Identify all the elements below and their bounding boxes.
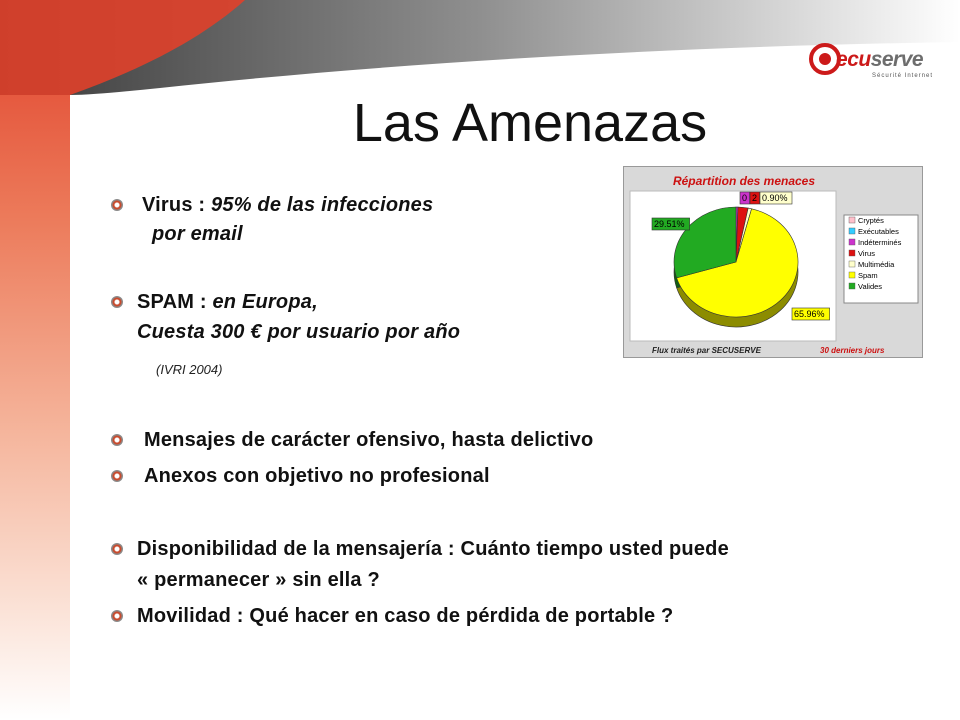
- data-label: 29.51%: [654, 219, 685, 229]
- legend-swatch: [849, 272, 855, 278]
- spam-citation: (IVRI 2004): [156, 362, 223, 377]
- bullet-icon: [111, 543, 123, 555]
- legend-entry-virus: Virus: [858, 249, 875, 258]
- legend-entry-cryptés: Cryptés: [858, 216, 884, 225]
- legend-swatch: [849, 228, 855, 234]
- legend-entry-spam: Spam: [858, 271, 878, 280]
- data-label: 2: [752, 193, 758, 203]
- bullet-availability: Disponibilidad de la mensajería : Cuánto tiempo usted puede: [137, 538, 729, 560]
- chart-footer-period: 30 derniers jours: [820, 346, 885, 355]
- data-label: 65.96%: [794, 309, 825, 319]
- bullet-virus: Virus : 95% de las infecciones: [142, 194, 434, 216]
- bullet-virus-line2: por email: [152, 223, 243, 245]
- legend-swatch: [849, 261, 855, 267]
- bullet-mobility: Movilidad : Qué hacer en caso de pérdida de portable ?: [137, 605, 674, 627]
- legend-swatch: [849, 217, 855, 223]
- bullet-spam-line2: Cuesta 300 € por usuario por año: [137, 321, 461, 343]
- legend-entry-valides: Valides: [858, 282, 883, 291]
- bullet-availability-line2: « permanecer » sin ella ?: [137, 569, 380, 591]
- legend-swatch: [849, 283, 855, 289]
- bullet-attachments: Anexos con objetivo no profesional: [144, 465, 490, 487]
- legend-entry-indéterminés: Indéterminés: [858, 238, 902, 247]
- bullet-icon: [111, 199, 123, 211]
- bullet-icon: [111, 470, 123, 482]
- chart-title: Répartition des menaces: [672, 174, 816, 188]
- data-label: 0.90%: [762, 193, 788, 203]
- bullet-icon: [111, 296, 123, 308]
- threat-distribution-chart: [623, 166, 923, 358]
- data-label: 0: [742, 193, 748, 203]
- bullet-spam: SPAM : en Europa,: [137, 291, 318, 313]
- legend-entry-exécutables: Exécutables: [858, 227, 899, 236]
- bullet-offensive: Mensajes de carácter ofensivo, hasta delictivo: [144, 429, 594, 451]
- slide-title: Las Amenazas: [352, 93, 708, 153]
- legend-swatch: [849, 239, 855, 245]
- bullet-icon: [111, 610, 123, 622]
- legend-entry-multimédia: Multimédia: [858, 260, 895, 269]
- logo-wordmark: ecuserve: [836, 48, 924, 71]
- logo-tagline: Sécurité Internet: [872, 73, 934, 79]
- chart-footer-source: Flux traités par SECUSERVE: [652, 346, 761, 355]
- legend-swatch: [849, 250, 855, 256]
- chart-svg: [624, 167, 922, 357]
- bullet-icon: [111, 434, 123, 446]
